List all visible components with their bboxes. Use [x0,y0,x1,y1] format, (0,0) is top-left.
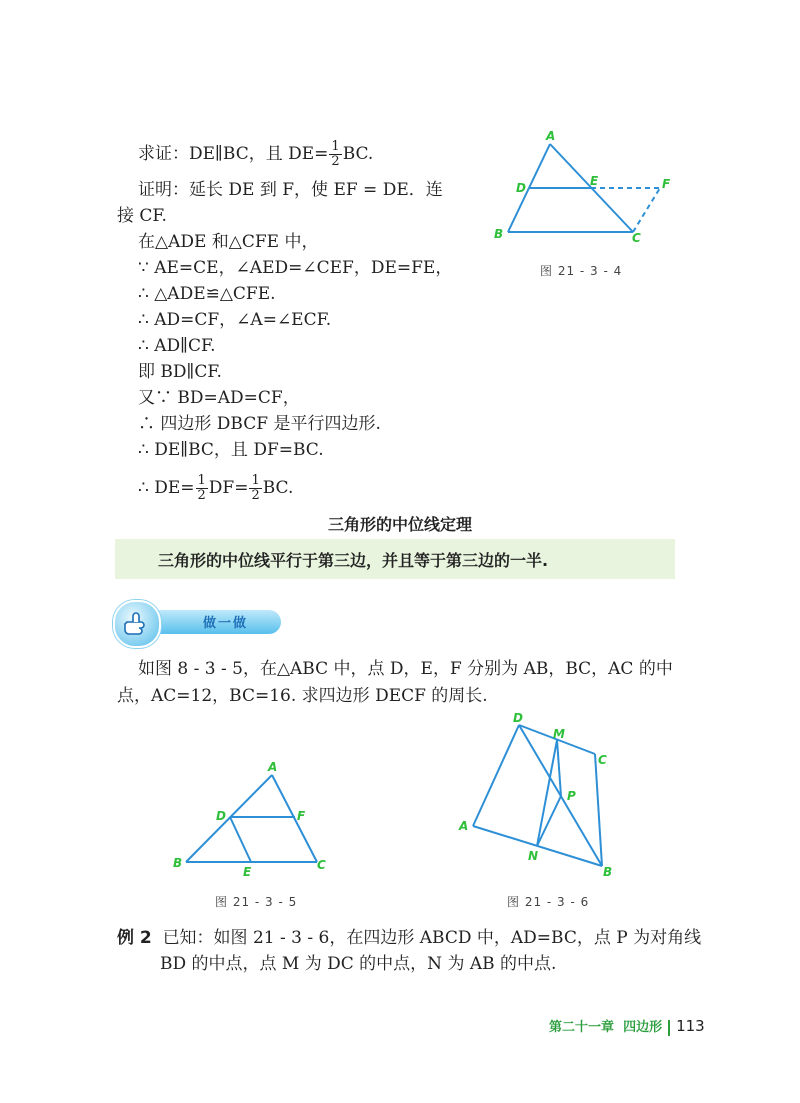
segment-mn [537,740,557,846]
activity-line-2: 点，AC=12，BC=16. 求四边形 DECF 的周长. [117,686,488,706]
activity-line-1: 如图 8 - 3 - 5，在△ABC 中，点 D，E，F 分别为 AB，BC，AC 的中 [138,659,673,679]
footer-chapter: 第二十一章 [549,1020,615,1035]
proof-line-4: 在△ADE 和△CFE 中， [138,232,319,252]
label-p: P [567,789,576,803]
label-a: A [546,129,556,143]
label-e: E [590,174,599,188]
label-d: D [516,181,526,195]
label-n: N [528,849,539,863]
example2-label: 例 2 [117,928,152,948]
fraction-half: $\frac{1}{2}$ [331,139,340,169]
fraction-half: $\frac{1}{2}$ [197,473,206,503]
label-f: F [297,809,306,823]
page-footer [549,1016,705,1036]
label-a: A [268,760,278,774]
label-f: F [662,177,671,191]
proof-line-13: ∴ DE= $\frac{1}{2}$ DF= $\frac{1}{2}$ BC. [138,473,294,503]
caption-21-3-4: 图 21 - 3 - 4 [540,264,623,278]
proof-line-11: ∴ 四边形 DBCF 是平行四边形. [138,414,381,434]
segment-ab [186,775,272,862]
label-m: M [553,727,565,741]
banner-circle [113,600,161,648]
segment-ad [473,725,519,826]
fraction-half: $\frac{1}{2}$ [251,473,260,503]
caption-21-3-6: 图 21 - 3 - 6 [507,895,590,909]
activity-banner [113,600,281,644]
proof-line-1: 求证：DE∥BC，且 DE= $\frac{1}{2}$ BC. [138,139,374,169]
theorem-title: 三角形的中位线定理 [327,515,472,534]
proof-line-8: ∴ AD∥CF. [138,336,216,356]
example2-line-1: 例 2 已知：如图 21 - 3 - 6，在四边形 ABCD 中，AD=BC，点 P 为对角线 [117,928,702,948]
label-d: D [513,711,523,725]
figure-21-3-6 [455,710,630,880]
segment-mp [557,740,561,796]
caption-21-3-5: 图 21 - 3 - 5 [215,895,298,909]
figure-21-3-5 [165,755,345,880]
segment-cb [595,754,602,866]
figure-21-3-4 [480,128,690,248]
label-d: D [216,809,226,823]
label-b: B [603,865,613,879]
footer-section: 四边形 [623,1020,663,1035]
proof-line-10: 又∵ BD=AD=CF， [138,388,300,408]
label-a: A [459,819,469,833]
label-c: C [632,231,641,245]
proof-line-6: ∴ △ADE≌△CFE. [138,284,276,304]
proof-line-12: ∴ DE∥BC，且 DF=BC. [138,440,324,460]
segment-ac [272,775,317,862]
page-number: 113 [676,1017,705,1035]
proof-line-7: ∴ AD=CF，∠A=∠ECF. [138,310,332,330]
segment-pn [537,796,561,846]
segment-cf-dashed [633,188,660,232]
label-c: C [598,753,607,767]
example2-line-2: BD 的中点，点 M 为 DC 的中点，N 为 AB 的中点. [160,954,557,974]
proof-line-9: 即 BD∥CF. [138,362,222,382]
proof-line-2: 证明：延长 DE 到 F，使 EF = DE．连 [138,180,443,200]
proof-line-3: 接 CF. [117,206,167,226]
label-e: E [243,865,252,879]
hand-icon [115,602,159,646]
label-c: C [317,858,326,872]
segment-de [230,817,251,862]
activity-banner-label: 做一做 [203,616,249,631]
label-b: B [173,856,183,870]
label-b: B [494,227,504,241]
theorem-text: 三角形的中位线平行于第三边，并且等于第三边的一半. [158,551,549,570]
footer-divider [668,1020,670,1036]
proof-line-5: ∵ AE=CE，∠AED=∠CEF，DE=FE， [138,258,453,278]
